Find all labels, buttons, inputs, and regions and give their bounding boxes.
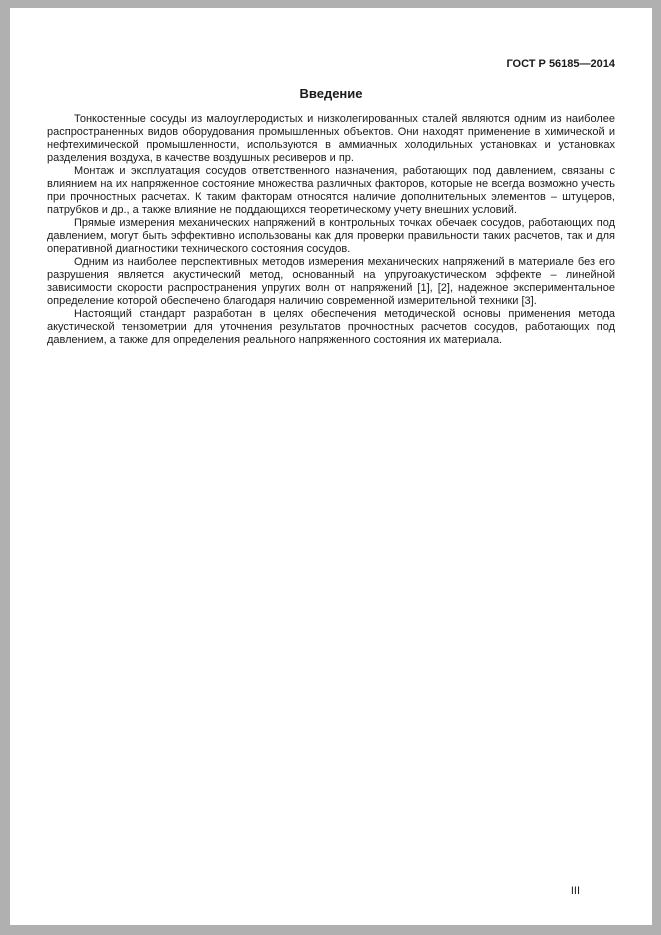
- paragraph: Монтаж и эксплуатация сосудов ответственного назначения, работающих под давлением, связаны с влиянием на их напряженное состояние множества различных факторов, которые не всегда возможно учесть при прочностных расчетах. К таким факторам относятся наличие дополнительных элементов – штуцеров, патрубков и др., а также влияние не поддающихся теоретическому учету внешних условий.: [47, 165, 615, 216]
- document-page: [10, 8, 652, 925]
- document-number: ГОСТ Р 56185—2014: [506, 58, 615, 70]
- document-body: [47, 113, 615, 347]
- paragraph: Настоящий стандарт разработан в целях обеспечения методической основы применения метода акустической тензометрии для уточнения результатов прочностных расчетов сосудов, работающих под давлением, а также для определения реального напряженного состояния их материала.: [47, 308, 615, 346]
- paragraph: Одним из наиболее перспективных методов измерения механических напряжений в материале без его разрушения является акустический метод, основанный на упругоакустическом эффекте – линейной зависимости скорости распространения упругих волн от напряжений [1], [2], надежное экспериментальное определение которой обеспечено благодаря наличию современной измерительной техники [3].: [47, 256, 615, 307]
- section-title: Введение: [299, 86, 363, 101]
- paragraph: Прямые измерения механических напряжений в контрольных точках обечаек сосудов, работающих под давлением, могут быть эффективно использованы как для проверки правильности таких расчетов, так и для оперативной диагностики технического состояния сосудов.: [47, 217, 615, 255]
- page-number: III: [570, 885, 580, 897]
- paragraph: Тонкостенные сосуды из малоуглеродистых и низколегированных сталей являются одним из наиболее распространенных видов оборудования промышленных объектов. Они находят применение в химической и нефтехимической промышленности, используются в аммиачных холодильных установках и установках разделения воздуха, в качестве воздушных ресиверов и пр.: [47, 113, 615, 164]
